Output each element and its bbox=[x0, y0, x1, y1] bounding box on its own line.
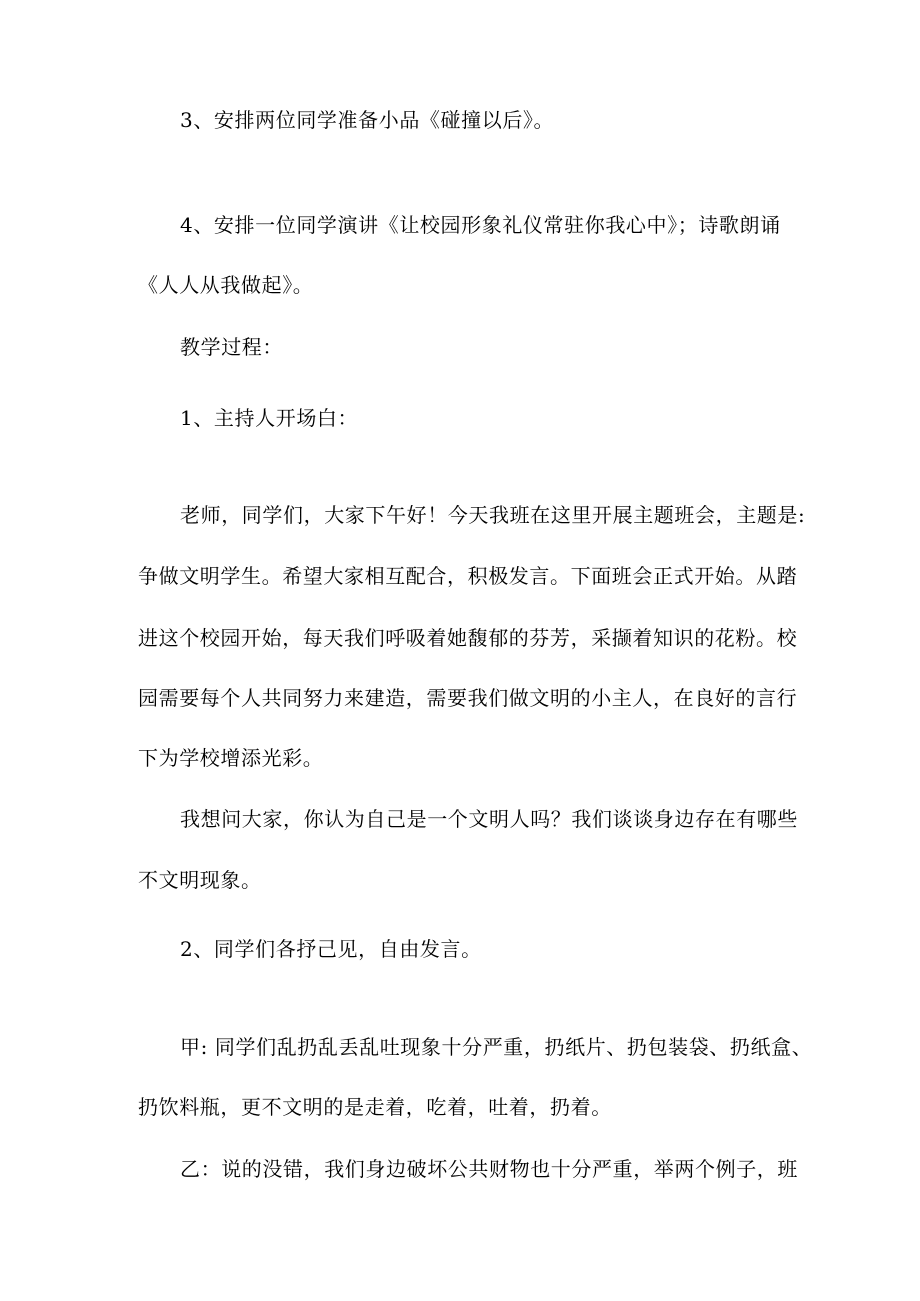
paragraph-line: 乙：说的没错，我们身边破坏公共财物也十分严重，举两个例子，班 bbox=[180, 1157, 798, 1181]
paragraph-line: 下为学校增添光彩。 bbox=[138, 746, 324, 770]
paragraph-line: 4、安排一位同学演讲《让校园形象礼仪常驻你我心中》；诗歌朗诵 bbox=[180, 213, 781, 237]
paragraph-line: 进这个校园开始，每天我们呼吸着她馥郁的芬芳，采撷着知识的花粉。校 bbox=[138, 626, 798, 650]
paragraph-line: 老师，同学们，大家下午好！今天我班在这里开展主题班会，主题是: bbox=[180, 503, 806, 527]
paragraph-line: 1、主持人开场白： bbox=[180, 406, 359, 430]
paragraph-line: 不文明现象。 bbox=[138, 868, 262, 892]
paragraph-line: 甲: 同学们乱扔乱丢乱吐现象十分严重，扔纸片、扔包装袋、扔纸盒、 bbox=[180, 1035, 813, 1059]
paragraph-line: 我想问大家，你认为自己是一个文明人吗？我们谈谈身边存在有哪些 bbox=[180, 807, 798, 831]
paragraph-line: 2、同学们各抒己见，自由发言。 bbox=[180, 937, 482, 961]
paragraph-line: 争做文明学生。希望大家相互配合，积极发言。下面班会正式开始。从踏 bbox=[138, 564, 798, 588]
paragraph-line: 园需要每个人共同努力来建造，需要我们做文明的小主人，在良好的言行 bbox=[138, 686, 798, 710]
paragraph-line: 《人人从我做起》。 bbox=[138, 273, 314, 297]
paragraph-line: 扔饮料瓶，更不文明的是走着，吃着，吐着，扔着。 bbox=[138, 1095, 612, 1119]
paragraph-line: 3、安排两位同学准备小品《碰撞以后》。 bbox=[180, 108, 555, 132]
section-heading: 教学过程： bbox=[180, 335, 283, 359]
